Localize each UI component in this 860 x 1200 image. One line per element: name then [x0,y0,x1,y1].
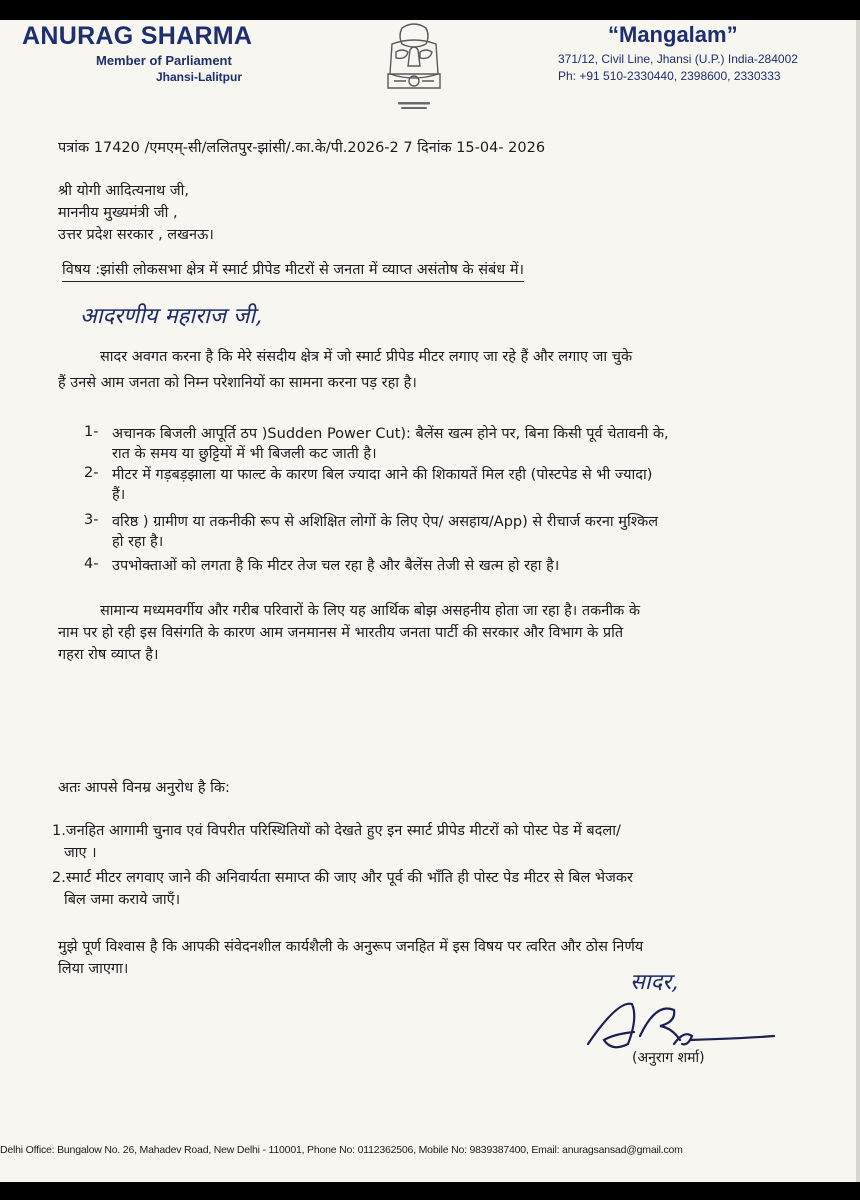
letterhead-phone: Ph: +91 510-2330440, 2398600, 2330333 [558,69,781,83]
issue-line: रात के समय या छुट्टियों में भी बिजली कट जाती है। [112,446,377,462]
request-line: 1.जनहित आगामी चुनाव एवं विपरीत परिस्थितियों को देखते हुए इन स्मार्ट प्रीपेड मीटरों को पोस्ट पेड में बदला/ [52,823,621,839]
issue-line: हैं। [112,487,126,503]
intro-line: सादर अवगत करना है कि मेरे संसदीय क्षेत्र में जो स्मार्ट प्रीपेड मीटर लगाए जा रहे हैं और लगाए जा चुके [100,349,633,365]
subject-line: विषय :झांसी लोकसभा क्षेत्र में स्मार्ट प्रीपेड मीटरों से जनता में व्याप्त असंतोष के संबंध में। [62,259,524,282]
para2-line: गहरा रोष व्याप्त है। [58,647,159,663]
letterhead-address: 371/12, Civil Line, Jhansi (U.P.) India-284002 [558,52,798,66]
issue-line: उपभोक्ताओं को लगता है कि मीटर तेज चल रहा है और बैलेंस तेजी से खत्म हो रहा है। [112,558,560,574]
issue-number: 4- [84,556,99,572]
issue-number: 3- [84,512,99,528]
request-line: बिल जमा कराये जाएँ। [64,892,181,908]
recipient-line: उत्तर प्रदेश सरकार , लखनऊ। [58,227,214,243]
request-intro: अतः आपसे विनम्र अनुरोध है कि: [58,780,230,796]
national-emblem-icon [372,18,456,122]
issue-line: हो रहा है। [112,534,164,550]
issue-line: मीटर में गड़बड़झाला या फाल्ट के कारण बिल ज्यादा आने की शिकायतें मिल रही (पोस्टपेड से भी ज्यादा) [112,467,653,483]
signatory-name: (अनुराग शर्मा) [632,1050,705,1066]
top-black-bar [0,0,860,20]
issue-number: 1- [84,424,99,440]
intro-line: हैं उनसे आम जनता को निम्न परेशानियों का सामना करना पड़ रहा है। [58,375,417,391]
bottom-black-bar [0,1182,860,1200]
para2-line: नाम पर हो रही इस विसंगति के कारण आम जनमानस में भारतीय जनता पार्टी की सरकार और विभाग के प्रति [58,625,624,641]
request-line: जाए । [64,845,97,861]
recipient-line: माननीय मुख्यमंत्री जी , [58,205,178,221]
closing-line: मुझे पूर्ण विश्वास है कि आपकी संवेदनशील कार्यशैली के अनुरूप जनहित में इस विषय पर त्वरित और ठोस निर्णय [58,939,644,955]
footer-office-address: Delhi Office: Bungalow No. 26, Mahadev Road, New Delhi - 110001, Phone No: 0112362506, Mobile No: 9839387400, Email: anuragsansad@gmail.com [0,1144,683,1156]
recipient-line: श्री योगी आदित्यनाथ जी, [58,183,190,199]
page-edge [856,20,860,1182]
issue-line: वरिष्ठ ) ग्रामीण या तकनीकी रूप से अशिक्षित लोगों के लिए ऐप/ असहाय/App) से रीचार्ज करना मुश्किल [112,514,659,530]
issue-number: 2- [84,465,99,481]
letterhead-role: Member of Parliament [96,53,232,68]
handwritten-regards: सादर, [630,970,679,995]
letterhead-house-name: “Mangalam” [608,22,738,47]
handwritten-salutation: आदरणीय महाराज जी, [80,304,263,329]
closing-line: लिया जाएगा। [58,961,129,977]
reference-line: पत्रांक 17420 /एमएम्‌-सी/ललितपुर-झांसी/.का.के/पी.2026-2 7 दिनांक 15-04- 2026 [58,140,546,156]
letterhead-constituency: Jhansi-Lalitpur [156,70,243,84]
para2-line: सामान्य मध्यमवर्गीय और गरीब परिवारों के लिए यह आर्थिक बोझ असहनीय होता जा रहा है। तकनीक के [100,603,640,619]
letterhead-name: ANURAG SHARMA [22,22,253,50]
issue-line: अचानक बिजली आपूर्ति ठप )Sudden Power Cut): बैलेंस खत्म होने पर, बिना किसी पूर्व चेतावनी के, [112,426,669,442]
request-line: 2.स्मार्ट मीटर लगवाए जाने की अनिवार्यता समाप्त की जाए और पूर्व की भाँति ही पोस्ट पेड मीटर से बिल भेजकर [52,870,633,886]
